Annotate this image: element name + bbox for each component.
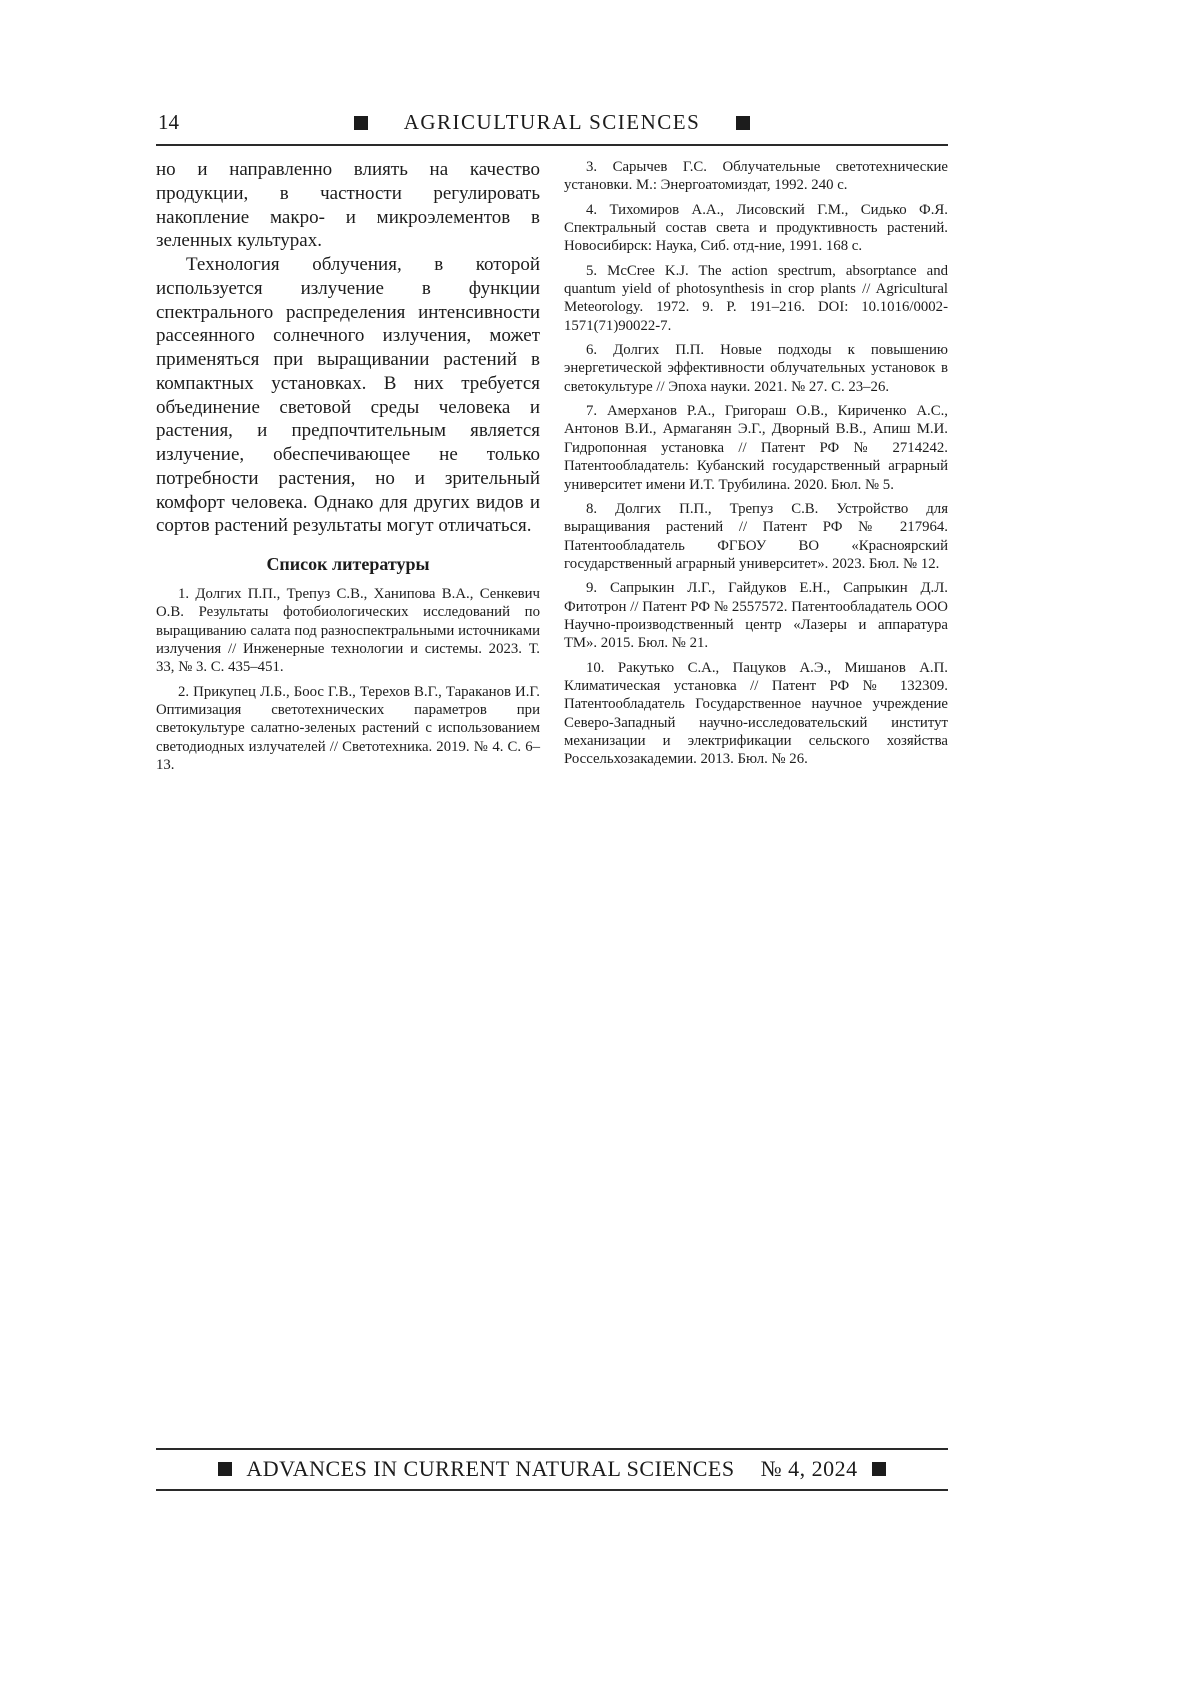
left-column	[156, 158, 540, 780]
footer-row	[156, 1456, 948, 1482]
reference-item: 5. McCree K.J. The action spectrum, absorptance and quantum yield of photosynthesis in crop plants // Agricultural Meteorology. 1972. 9. P. 191–216. DOI: 10.1016/0002-1571(71)90022-7.	[564, 262, 948, 334]
reference-item: 7. Амерханов Р.А., Григораш О.В., Кириченко А.С., Антонов В.И., Армаганян Э.Г., Дворный В.В., Апиш М.И. Гидропонная установка // Патент РФ № 2714242. Патентообладатель: Кубанский государственный аграрный университет имени И.Т. Трубилина. 2020. Бюл. № 5.	[564, 403, 948, 493]
page-number: 14	[158, 110, 179, 134]
reference-item: 9. Сапрыкин Л.Г., Гайдуков Е.Н., Сапрыкин Д.Л. Фитотрон // Патент РФ № 2557572. Патентообладатель ООО Научно-производственный центр «Лазеры и аппаратура ТМ». 2015. Бюл. № 21.	[564, 580, 948, 652]
reference-item: 8. Долгих П.П., Трепуз С.В. Устройство для выращивания растений // Патент РФ № 217964. Патентообладатель ФГБОУ ВО «Красноярский государственный аграрный университет». 2023. Бюл. № 12.	[564, 500, 948, 572]
page-footer	[156, 1448, 948, 1491]
reference-item: 1. Долгих П.П., Трепуз С.В., Ханипова В.А., Сенкевич О.В. Результаты фотобиологических исследований по выращиванию салата под разноспектральными источниками излучения // Инженерные технологии и системы. 2023. Т. 33, № 3. С. 435–451.	[156, 586, 540, 676]
reference-item: 4. Тихомиров А.А., Лисовский Г.М., Сидько Ф.Я. Спектральный состав света и продуктивность растений. Новосибирск: Наука, Сиб. отд-ние, 1991. 168 с.	[564, 201, 948, 255]
journal-title: ADVANCES IN CURRENT NATURAL SCIENCES	[246, 1456, 735, 1481]
section-title: AGRICULTURAL SCIENCES	[403, 110, 701, 134]
reference-item: 3. Сарычев Г.С. Облучательные светотехнические установки. М.: Энергоатомиздат, 1992. 240 с.	[564, 159, 948, 194]
square-icon	[218, 1462, 232, 1476]
paragraph: Технология облучения, в которой используется излучение в функции спектрального распределения интенсивности рассеянного солнечного излучения, может применяться при выращивании растений в компактных установках. В них требуется объединение световой среды человека и растения, и предпочтительным является излучение, обеспечивающее не только потребности растения, но и зрительный комфорт человека. Однако для других видов и сортов растений результаты могут отличаться.	[156, 254, 540, 537]
columns	[156, 158, 948, 780]
header-rule	[156, 144, 948, 146]
square-icon	[872, 1462, 886, 1476]
issue-number: № 4, 2024	[760, 1456, 858, 1481]
right-column	[564, 158, 948, 780]
reference-item: 10. Ракутько С.А., Пацуков А.Э., Мишанов А.П. Климатическая установка // Патент РФ № 132309. Патентообладатель Государственное научное учреждение Северо-Западный научно-исследовательский институт механизации и электрификации сельского хозяйства Россельхозакадемии. 2013. Бюл. № 26.	[564, 659, 948, 768]
square-icon	[354, 116, 368, 130]
square-icon	[736, 116, 750, 130]
header-title-row	[156, 110, 948, 135]
reference-item: 2. Прикупец Л.Б., Боос Г.В., Терехов В.Г., Тараканов И.Г. Оптимизация светотехнических параметров при светокультуре салатно-зеленых растений с использованием светодиодных излучателей // Светотехника. 2019. № 4. С. 6–13.	[156, 683, 540, 774]
references-heading: Список литературы	[266, 554, 430, 574]
reference-item: 6. Долгих П.П. Новые подходы к повышению энергетической эффективности облучательных установок в светокультуре // Эпоха науки. 2021. № 27. С. 23–26.	[564, 342, 948, 395]
page-header	[156, 108, 948, 138]
paragraph: но и направленно влиять на качество продукции, в частности регулировать накопление макро- и микроэлементов в зеленных культурах.	[156, 159, 540, 252]
page-content	[156, 108, 948, 780]
footer-text	[232, 1456, 872, 1482]
